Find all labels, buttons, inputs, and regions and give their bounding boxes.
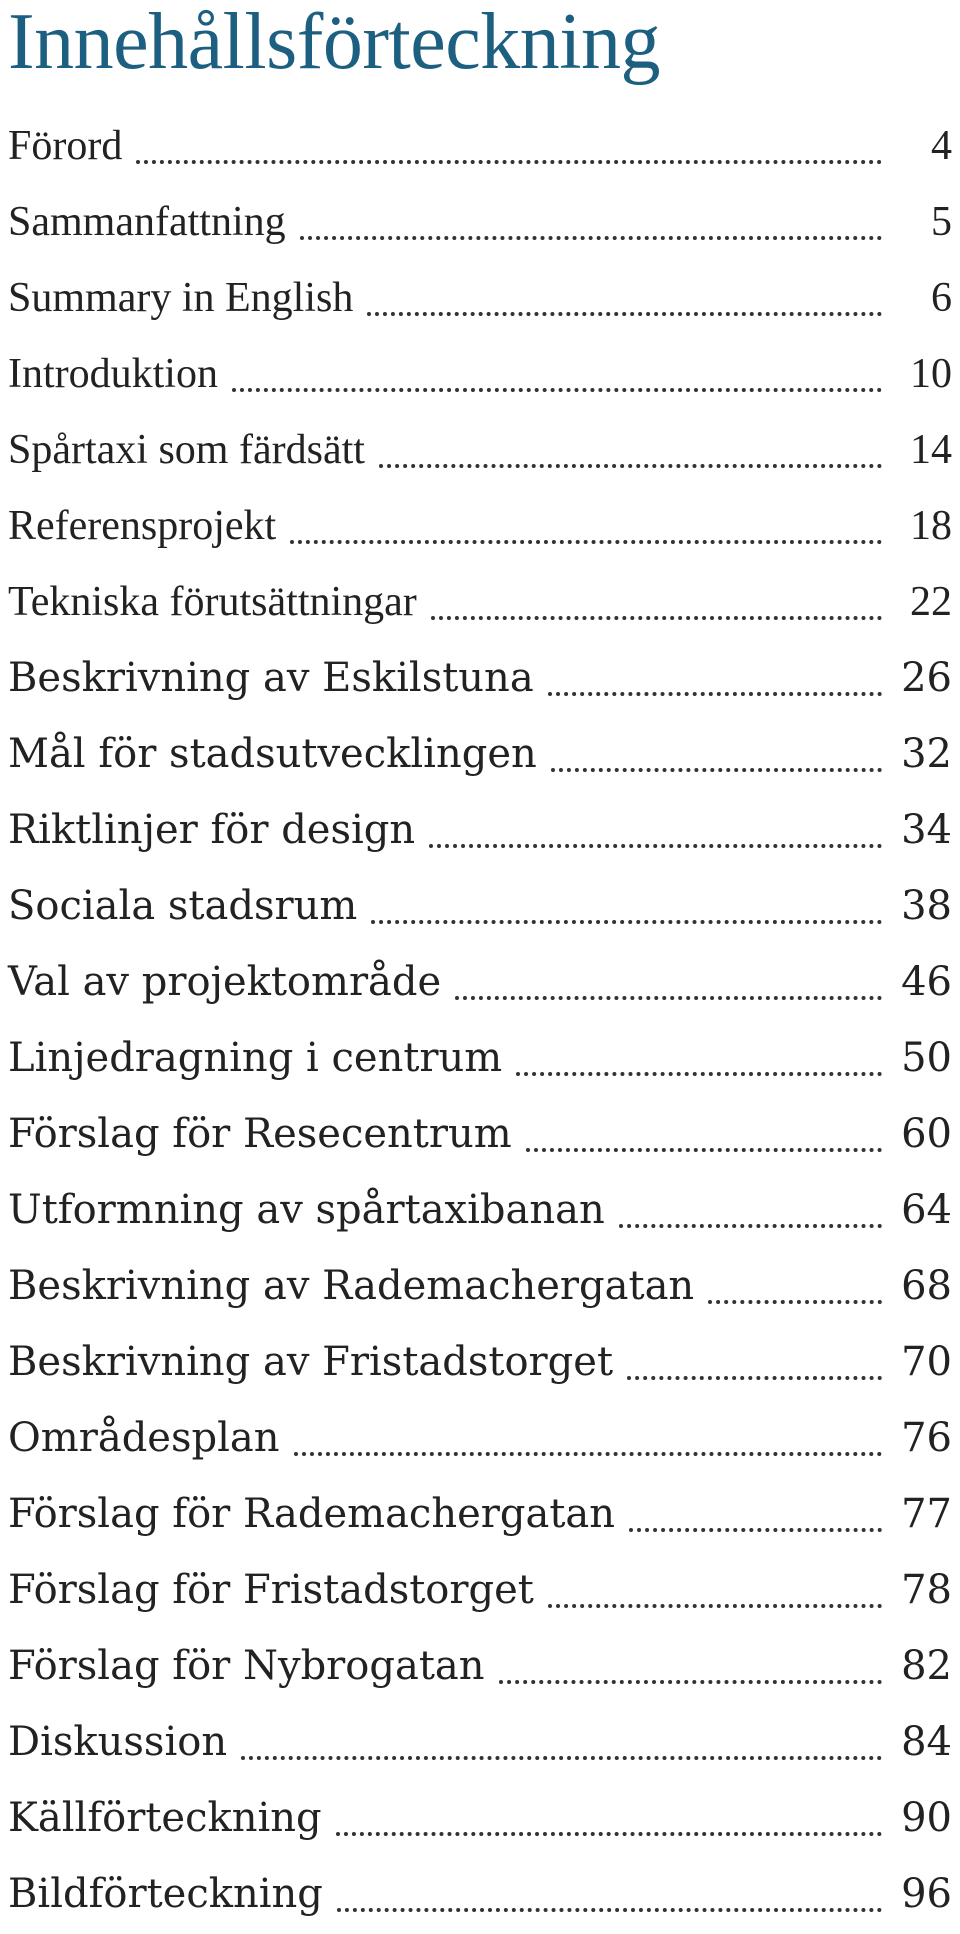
toc-entry[interactable] <box>8 1554 952 1630</box>
dot-leader <box>455 996 882 1000</box>
toc-entry-page-number: 77 <box>901 1491 952 1537</box>
dot-leader <box>294 1452 882 1456</box>
toc-entry[interactable] <box>8 186 952 262</box>
toc-entry[interactable] <box>8 642 952 718</box>
toc-entry-page-number: 82 <box>901 1643 952 1689</box>
dot-leader <box>516 1072 882 1076</box>
toc-entry-label: Sammanfattning <box>8 199 286 245</box>
page-title: Innehållsförteckning <box>8 0 660 86</box>
toc-entry-label: Introduktion <box>8 351 218 397</box>
toc-entry-page-number: 70 <box>901 1339 952 1385</box>
dot-leader <box>429 844 882 848</box>
dot-leader <box>371 920 882 924</box>
dot-leader <box>232 388 882 392</box>
toc-entry-label: Förslag för Fristadstorget <box>8 1567 534 1613</box>
dot-leader <box>548 692 882 696</box>
dot-leader <box>300 236 882 240</box>
toc-entry-page-number: 26 <box>901 655 952 701</box>
toc-entry[interactable] <box>8 1478 952 1554</box>
toc-entry-page-number: 50 <box>901 1035 952 1081</box>
toc-entry-label: Förslag för Resecentrum <box>8 1111 512 1157</box>
toc-entry-label: Beskrivning av Fristadstorget <box>8 1339 614 1385</box>
dot-leader <box>627 1376 882 1380</box>
toc-entry[interactable] <box>8 1782 952 1858</box>
dot-leader <box>548 1604 882 1608</box>
toc-entry-page-number: 34 <box>901 807 952 853</box>
toc-entry-label: Summary in English <box>8 275 354 321</box>
toc-entry-page-number: 84 <box>901 1719 952 1765</box>
toc-entry[interactable] <box>8 718 952 794</box>
toc-entry[interactable] <box>8 1250 952 1326</box>
toc-entry-page-number: 14 <box>910 427 952 473</box>
toc-entry[interactable] <box>8 1858 952 1934</box>
toc-entry-label: Områdesplan <box>8 1415 280 1461</box>
toc-entry[interactable] <box>8 1022 952 1098</box>
toc-entry[interactable] <box>8 1098 952 1174</box>
toc-entry[interactable] <box>8 870 952 946</box>
toc-entry-page-number: 38 <box>901 883 952 929</box>
toc-entry-page-number: 46 <box>901 959 952 1005</box>
dot-leader <box>379 464 882 468</box>
dot-leader <box>241 1756 882 1760</box>
toc-entry-page-number: 90 <box>901 1795 952 1841</box>
toc-entry-page-number: 68 <box>901 1263 952 1309</box>
dot-leader <box>629 1528 882 1532</box>
toc-entry-label: Diskussion <box>8 1719 228 1765</box>
toc-entry-page-number: 76 <box>901 1415 952 1461</box>
dot-leader <box>336 1832 882 1836</box>
toc-entry-label: Källförteckning <box>8 1795 322 1841</box>
dot-leader <box>337 1908 882 1912</box>
toc-entry[interactable] <box>8 794 952 870</box>
dot-leader <box>499 1680 882 1684</box>
toc-entry[interactable] <box>8 946 952 1022</box>
dot-leader <box>367 312 882 316</box>
toc-entry-label: Förslag för Nybrogatan <box>8 1643 485 1689</box>
toc-entry[interactable] <box>8 1402 952 1478</box>
toc-entry-label: Beskrivning av Eskilstuna <box>8 655 534 701</box>
toc-entry-label: Bildförteckning <box>8 1871 323 1917</box>
dot-leader <box>290 540 882 544</box>
toc-entry[interactable] <box>8 110 952 186</box>
toc-entry-page-number: 4 <box>931 123 952 169</box>
dot-leader <box>708 1300 882 1304</box>
toc-entry-label: Tekniska förutsättningar <box>8 579 417 625</box>
table-of-contents <box>8 110 952 1934</box>
toc-entry-page-number: 18 <box>910 503 952 549</box>
toc-entry-page-number: 78 <box>901 1567 952 1613</box>
toc-entry[interactable] <box>8 262 952 338</box>
toc-entry-page-number: 10 <box>910 351 952 397</box>
toc-entry[interactable] <box>8 1174 952 1250</box>
toc-entry-label: Linjedragning i centrum <box>8 1035 503 1081</box>
toc-entry-label: Sociala stadsrum <box>8 883 358 929</box>
toc-entry[interactable] <box>8 566 952 642</box>
toc-entry-label: Mål för stadsutvecklingen <box>8 731 537 777</box>
toc-entry[interactable] <box>8 1326 952 1402</box>
toc-entry-page-number: 32 <box>901 731 952 777</box>
toc-entry-page-number: 60 <box>901 1111 952 1157</box>
toc-entry-label: Beskrivning av Rademachergatan <box>8 1263 695 1309</box>
toc-entry[interactable] <box>8 338 952 414</box>
dot-leader <box>551 768 882 772</box>
toc-entry[interactable] <box>8 490 952 566</box>
toc-entry-page-number: 96 <box>901 1871 952 1917</box>
toc-entry-page-number: 5 <box>931 199 952 245</box>
dot-leader <box>431 616 882 620</box>
toc-entry-label: Riktlinjer för design <box>8 807 416 853</box>
toc-entry[interactable] <box>8 1706 952 1782</box>
toc-entry-page-number: 64 <box>901 1187 952 1233</box>
toc-entry-label: Referensprojekt <box>8 503 277 549</box>
dot-leader <box>526 1148 882 1152</box>
toc-entry-label: Utformning av spårtaxibanan <box>8 1187 605 1233</box>
dot-leader <box>136 160 882 164</box>
toc-entry[interactable] <box>8 1630 952 1706</box>
dot-leader <box>619 1224 882 1228</box>
toc-entry-label: Val av projektområde <box>8 959 442 1005</box>
toc-entry-label: Spårtaxi som färdsätt <box>8 427 365 473</box>
toc-entry-label: Förord <box>8 123 123 169</box>
toc-entry-label: Förslag för Rademachergatan <box>8 1491 616 1537</box>
toc-entry[interactable] <box>8 414 952 490</box>
toc-entry-page-number: 22 <box>910 579 952 625</box>
toc-entry-page-number: 6 <box>931 275 952 321</box>
